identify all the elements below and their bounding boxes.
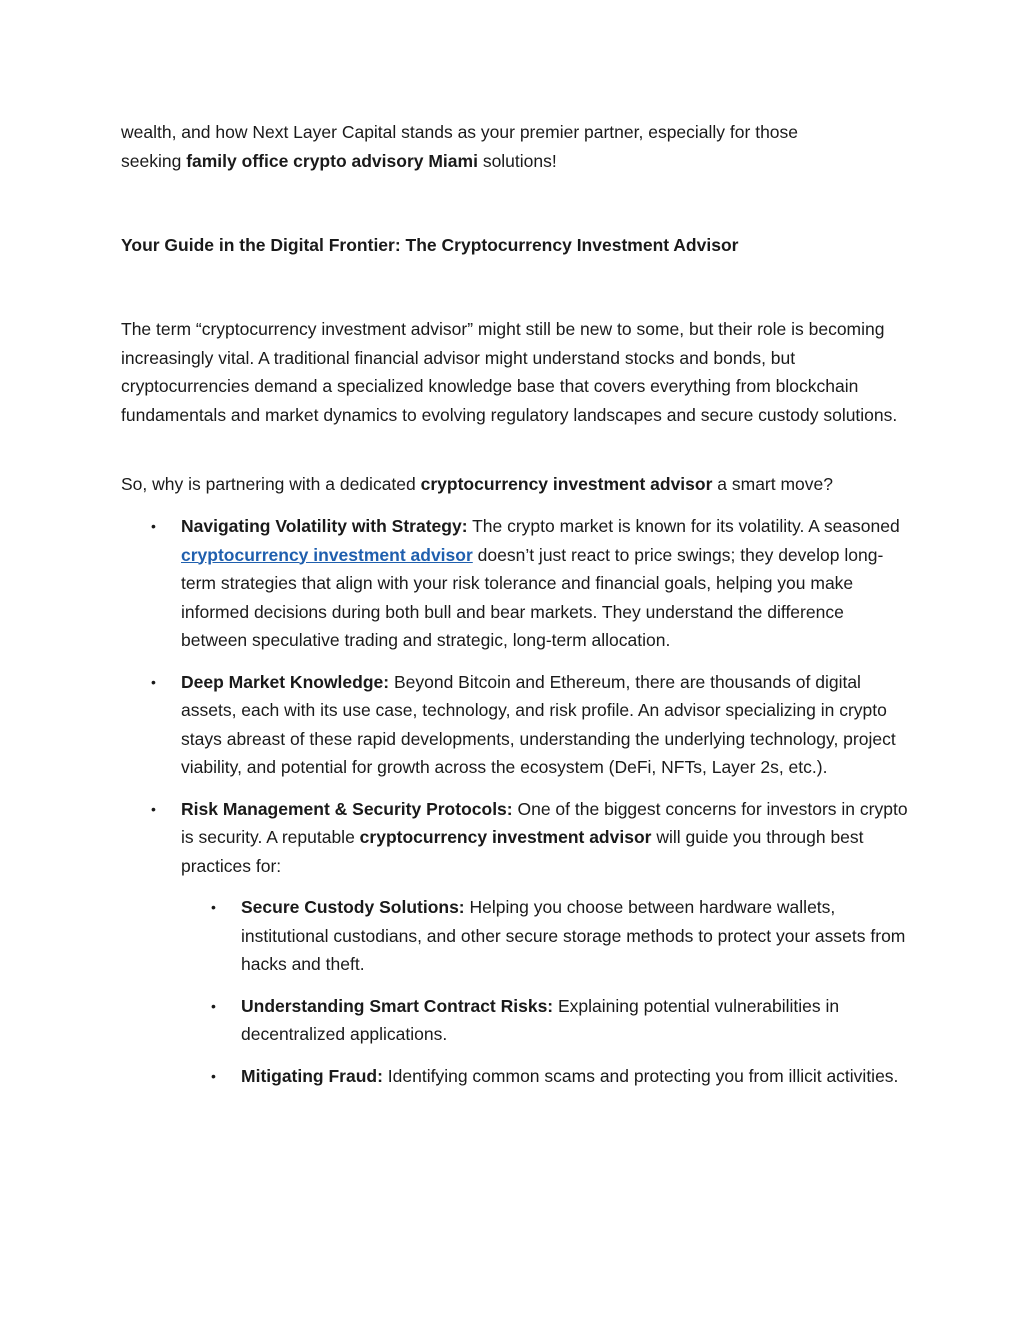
sub-bullet-title: Secure Custody Solutions:: [241, 897, 465, 917]
bullet-title: Navigating Volatility with Strategy:: [181, 516, 468, 536]
list-item: [151, 795, 911, 1091]
question-paragraph: [121, 470, 911, 499]
bullet-icon: •: [211, 997, 216, 1014]
sub-list-item: [211, 1062, 911, 1091]
question-suffix: a smart move?: [712, 474, 834, 494]
bullet-icon: •: [151, 673, 156, 690]
bullet-text: Beyond Bitcoin and Ethereum, there are thousands of digital assets, each with its use case, technology, and risk profile. An advisor specializing in crypto stays abreast of these rapid developments, understanding the underlying technology, project viability, and potential for growth across the ecosystem (DeFi, NFTs, Layer 2s, etc.).: [181, 671, 896, 777]
sub-bullet-text: Explaining potential vulnerabilities in decentralized applications.: [241, 995, 840, 1044]
intro-line-1: wealth, and how Next Layer Capital stands as your premier partner, especially for those: [121, 122, 799, 142]
bullet-text: The crypto market is known for its volatility. A seasoned: [467, 516, 900, 536]
sub-bullet-text: Identifying common scams and protecting you from illicit activities.: [382, 1065, 899, 1086]
list-item: [151, 512, 911, 655]
intro-paragraph: [121, 118, 911, 175]
intro-line-2-suffix: solutions!: [477, 150, 557, 171]
intro-bold-phrase: family office crypto advisory Miami: [186, 150, 478, 171]
bullet-icon: •: [211, 1067, 216, 1084]
bullet-bold-phrase: cryptocurrency investment advisor: [359, 827, 652, 847]
body-paragraph: The term “cryptocurrency investment advisor” might still be new to some, but their role is becoming increasingly vital. A traditional financial advisor might understand stocks and bonds, but cryptocurrencies demand a specialized knowledge base that covers everything from blockchain fundamentals and market dynamics to evolving regulatory landscapes and secure custody solutions.: [121, 319, 898, 425]
list-item: [151, 668, 911, 782]
sub-list-item: [211, 893, 911, 979]
sub-bullet-list: [211, 893, 911, 1090]
document-page: [121, 118, 911, 1086]
question-bold: cryptocurrency investment advisor: [420, 474, 713, 494]
bullet-text: will guide you through best practices for:: [181, 827, 864, 876]
bullet-icon: •: [151, 800, 156, 817]
bullet-text: One of the biggest concerns for investors in crypto is security. A reputable: [181, 798, 908, 847]
bullet-icon: •: [151, 518, 156, 534]
sub-bullet-title: Understanding Smart Contract Risks:: [241, 995, 554, 1016]
question-prefix: So, why is partnering with a dedicated: [121, 474, 421, 494]
intro-line-2-prefix: seeking: [121, 150, 187, 171]
cryptocurrency-advisor-link[interactable]: cryptocurrency investment advisor: [181, 544, 473, 565]
bullet-text: doesn’t just react to price swings; they develop long-term strategies that align with your risk tolerance and financial goals, helping you make informed decisions during both bull and bear markets. They understand the difference between speculative trading and strategic, long-term allocation.: [181, 544, 884, 650]
bullet-title: Deep Market Knowledge:: [181, 671, 390, 692]
sub-bullet-text: Helping you choose between hardware wallets, institutional custodians, and other secure storage methods to protect your assets from hacks and theft.: [241, 897, 906, 974]
bullet-icon: •: [211, 899, 216, 915]
sub-bullet-title: Mitigating Fraud:: [241, 1065, 383, 1086]
bullet-list: [151, 512, 911, 1103]
section-heading: Your Guide in the Digital Frontier: The Cryptocurrency Investment Advisor: [121, 235, 739, 255]
sub-list-item: [211, 992, 911, 1049]
bullet-title: Risk Management & Security Protocols:: [181, 798, 513, 819]
